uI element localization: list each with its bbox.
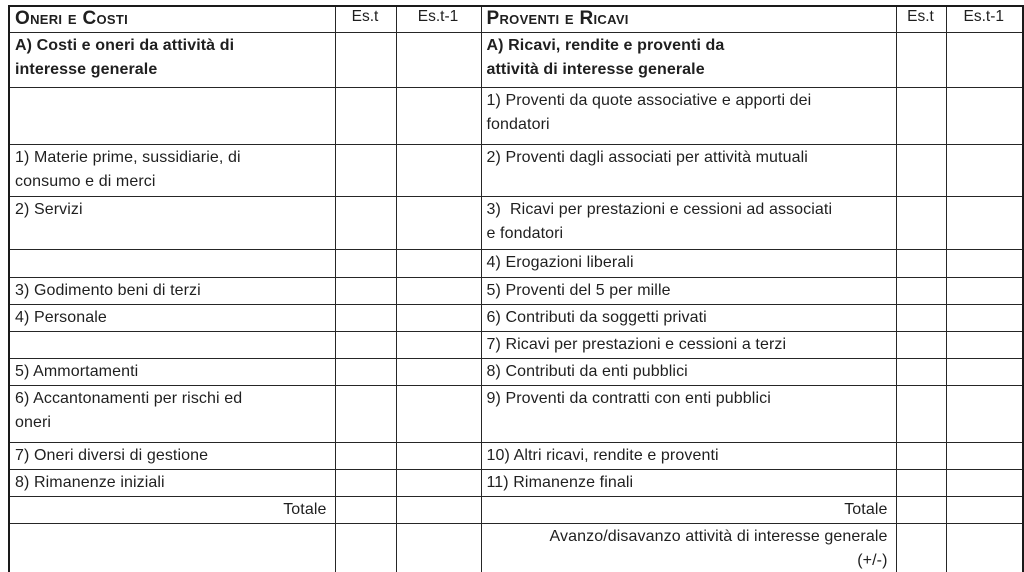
item-label-line: 8) Rimanenze iniziali	[15, 473, 165, 491]
left-item-label-cell	[9, 442, 335, 469]
right-est-value-cell	[896, 523, 946, 572]
right-est-value-cell	[896, 277, 946, 304]
right-item-label-cell	[481, 87, 896, 144]
item-label-line: fondatori	[486, 115, 550, 133]
left-item-label-cell	[9, 496, 335, 523]
right-est-prev-value-cell	[946, 523, 1023, 572]
right-est-prev-value-cell	[946, 304, 1023, 331]
right-est-value-cell	[896, 385, 946, 442]
left-col-current-year: Es.t	[335, 6, 396, 32]
item-label-line	[15, 333, 329, 357]
right-est-prev-value-cell	[946, 442, 1023, 469]
item-label-line: 11) Rimanenze finali	[486, 473, 634, 491]
item-label-line: 3) Godimento beni di terzi	[15, 281, 201, 299]
left-est-prev-value-cell	[396, 442, 481, 469]
right-item-label-cell	[481, 358, 896, 385]
table-row	[9, 442, 1023, 469]
left-item-label-cell	[9, 358, 335, 385]
item-label-line: 6) Contributi da soggetti privati	[486, 308, 707, 326]
right-col-current-year: Es.t	[896, 6, 946, 32]
left-est-prev-value-cell	[396, 496, 481, 523]
item-label-line: A) Ricavi, rendite e proventi da	[486, 36, 725, 54]
right-item-label-cell	[481, 277, 896, 304]
right-est-value-cell	[896, 87, 946, 144]
left-est-prev-value-cell	[396, 331, 481, 358]
item-label-line	[15, 525, 329, 549]
table-row	[9, 87, 1023, 144]
left-est-value-cell	[335, 277, 396, 304]
left-item-label-cell	[9, 385, 335, 442]
right-est-prev-value-cell	[946, 249, 1023, 277]
table-body	[9, 32, 1023, 572]
left-item-label-cell	[9, 304, 335, 331]
left-est-value-cell	[335, 496, 396, 523]
left-est-value-cell	[335, 32, 396, 87]
left-item-label-cell	[9, 144, 335, 196]
item-label-line: e fondatori	[486, 224, 564, 242]
right-item-label-cell	[481, 442, 896, 469]
left-est-value-cell	[335, 249, 396, 277]
right-est-prev-value-cell	[946, 277, 1023, 304]
right-item-label-cell	[481, 304, 896, 331]
item-label-line: Totale	[844, 500, 888, 518]
left-item-label-cell	[9, 523, 335, 572]
right-item-label-cell	[481, 523, 896, 572]
right-est-prev-value-cell	[946, 385, 1023, 442]
left-est-value-cell	[335, 331, 396, 358]
left-est-value-cell	[335, 358, 396, 385]
left-est-value-cell	[335, 144, 396, 196]
right-section-title: Proventi e Ricavi	[481, 6, 896, 32]
right-est-value-cell	[896, 196, 946, 249]
item-label-line: 5) Proventi del 5 per mille	[486, 281, 671, 299]
item-label-line: (+/-)	[857, 551, 888, 569]
item-label-line: 2) Servizi	[15, 200, 83, 218]
left-item-label-cell	[9, 277, 335, 304]
item-label-line: 6) Accantonamenti per rischi ed	[15, 389, 243, 407]
item-label-line: 3) Ricavi per prestazioni e cessioni ad associati	[486, 200, 833, 218]
right-item-label-cell	[481, 32, 896, 87]
left-item-label-cell	[9, 331, 335, 358]
item-label-line	[15, 89, 329, 113]
table-row	[9, 277, 1023, 304]
right-est-value-cell	[896, 358, 946, 385]
left-est-value-cell	[335, 469, 396, 496]
item-label-line: 8) Contributi da enti pubblici	[486, 362, 688, 380]
right-item-label-cell	[481, 196, 896, 249]
right-item-label-cell	[481, 249, 896, 277]
table-row	[9, 469, 1023, 496]
left-item-label-cell	[9, 469, 335, 496]
item-label-line: 5) Ammortamenti	[15, 362, 139, 380]
left-est-value-cell	[335, 304, 396, 331]
item-label-line: Avanzo/disavanzo attività di interesse generale	[549, 527, 888, 545]
right-est-prev-value-cell	[946, 331, 1023, 358]
item-label-line: 2) Proventi dagli associati per attività mutuali	[486, 148, 808, 166]
table-row	[9, 249, 1023, 277]
right-est-prev-value-cell	[946, 496, 1023, 523]
left-item-label-cell	[9, 249, 335, 277]
item-label-line: 9) Proventi da contratti con enti pubblici	[486, 389, 771, 407]
left-est-prev-value-cell	[396, 32, 481, 87]
financial-statement-table	[8, 5, 1024, 572]
item-label-line: 7) Ricavi per prestazioni e cessioni a terzi	[486, 335, 787, 353]
item-label-line: 4) Erogazioni liberali	[486, 253, 634, 271]
item-label-line: 4) Personale	[15, 308, 107, 326]
item-label-line: 1) Materie prime, sussidiarie, di	[15, 148, 241, 166]
right-est-value-cell	[896, 442, 946, 469]
right-est-prev-value-cell	[946, 469, 1023, 496]
item-label-line: interesse generale	[15, 60, 158, 78]
left-est-prev-value-cell	[396, 144, 481, 196]
left-est-prev-value-cell	[396, 469, 481, 496]
table-row	[9, 304, 1023, 331]
item-label-line: consumo e di merci	[15, 172, 156, 190]
right-est-prev-value-cell	[946, 196, 1023, 249]
right-est-prev-value-cell	[946, 358, 1023, 385]
left-est-prev-value-cell	[396, 523, 481, 572]
item-label-line: 1) Proventi da quote associative e apporti dei	[486, 91, 812, 109]
item-label-line: oneri	[15, 413, 52, 431]
right-est-value-cell	[896, 32, 946, 87]
left-est-prev-value-cell	[396, 249, 481, 277]
left-est-prev-value-cell	[396, 304, 481, 331]
left-est-value-cell	[335, 87, 396, 144]
left-est-prev-value-cell	[396, 277, 481, 304]
left-est-prev-value-cell	[396, 87, 481, 144]
table-row	[9, 496, 1023, 523]
left-est-value-cell	[335, 196, 396, 249]
table-row	[9, 144, 1023, 196]
right-est-prev-value-cell	[946, 87, 1023, 144]
left-est-prev-value-cell	[396, 385, 481, 442]
left-est-prev-value-cell	[396, 358, 481, 385]
right-item-label-cell	[481, 496, 896, 523]
header-row	[9, 6, 1023, 32]
item-label-line: Totale	[283, 500, 327, 518]
table-row	[9, 385, 1023, 442]
right-est-value-cell	[896, 304, 946, 331]
right-item-label-cell	[481, 331, 896, 358]
table-row	[9, 523, 1023, 572]
left-section-title: Oneri e Costi	[9, 6, 335, 32]
left-est-value-cell	[335, 523, 396, 572]
item-label-line: attività di interesse generale	[486, 60, 705, 78]
right-est-value-cell	[896, 331, 946, 358]
left-item-label-cell	[9, 87, 335, 144]
table-row	[9, 331, 1023, 358]
table-row	[9, 196, 1023, 249]
right-est-prev-value-cell	[946, 32, 1023, 87]
left-est-value-cell	[335, 442, 396, 469]
right-item-label-cell	[481, 469, 896, 496]
right-item-label-cell	[481, 385, 896, 442]
right-est-value-cell	[896, 144, 946, 196]
table-row	[9, 358, 1023, 385]
item-label-line	[15, 251, 329, 275]
left-est-value-cell	[335, 385, 396, 442]
left-item-label-cell	[9, 32, 335, 87]
left-item-label-cell	[9, 196, 335, 249]
item-label-line: 10) Altri ricavi, rendite e proventi	[486, 446, 719, 464]
right-est-value-cell	[896, 496, 946, 523]
left-est-prev-value-cell	[396, 196, 481, 249]
right-est-prev-value-cell	[946, 144, 1023, 196]
right-est-value-cell	[896, 469, 946, 496]
item-label-line: A) Costi e oneri da attività di	[15, 36, 235, 54]
left-col-previous-year: Es.t-1	[396, 6, 481, 32]
item-label-line: 7) Oneri diversi di gestione	[15, 446, 209, 464]
right-est-value-cell	[896, 249, 946, 277]
right-col-previous-year: Es.t-1	[946, 6, 1023, 32]
table-row	[9, 32, 1023, 87]
right-item-label-cell	[481, 144, 896, 196]
